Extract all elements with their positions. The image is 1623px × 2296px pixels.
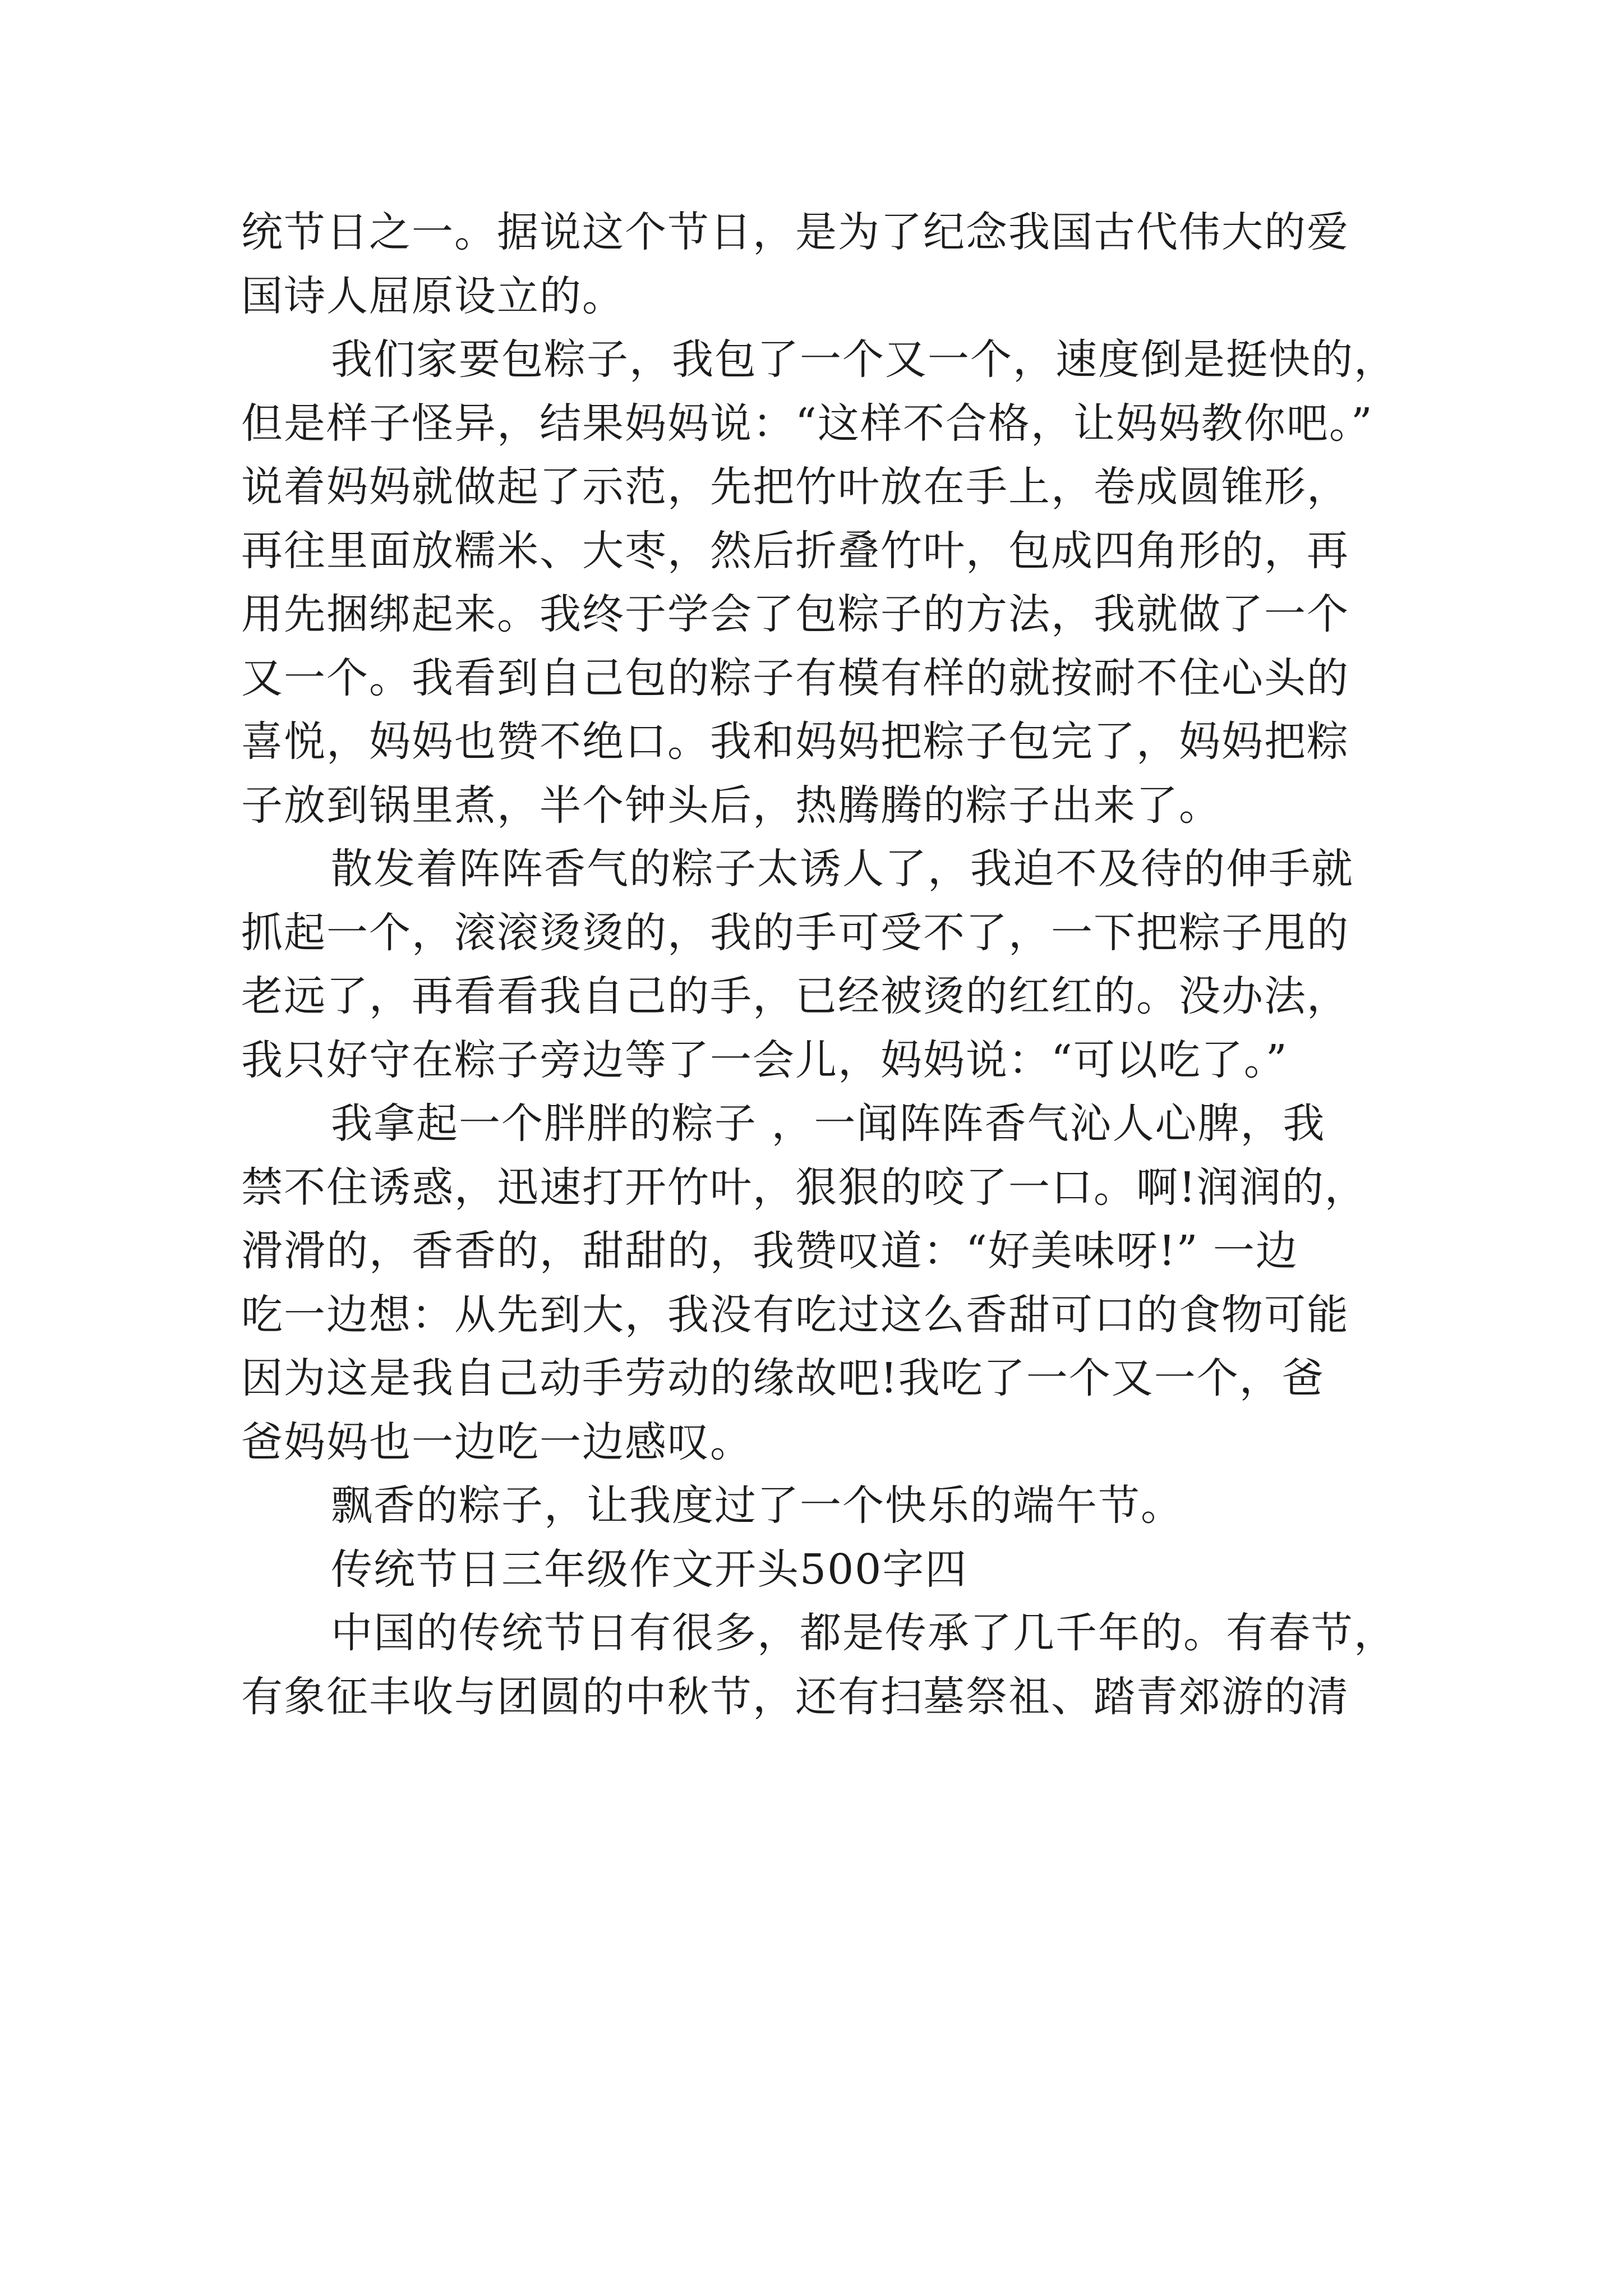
text-line: 但是样子怪异，结果妈妈说：“这样不合格，让妈妈教你吧。” [241,399,1373,448]
text-line: 滑滑的，香香的，甜甜的，我赞叹道：“好美味呀!” 一边 [241,1227,1298,1275]
text-line: 散发着阵阵香气的粽子太诱人了，我迫不及待的伸手就 [331,845,1354,893]
text-line: 统节日之一。据说这个节日，是为了纪念我国古代伟大的爱 [241,208,1349,256]
text-line: 再往里面放糯米、大枣，然后折叠竹叶，包成四角形的，再 [241,526,1349,575]
text-line: 吃一边想：从先到大，我没有吃过这么香甜可口的食物可能 [241,1290,1349,1339]
text-line: 我拿起一个胖胖的粽子 ，一闻阵阵香气沁人心脾，我 [331,1099,1326,1148]
text-line: 有象征丰收与团圆的中秋节，还有扫墓祭祖、踏青郊游的清 [241,1672,1349,1721]
body-text [241,201,1413,1729]
text-line: 我们家要包粽子，我包了一个又一个，速度倒是挺快的， [331,335,1396,384]
text-line: 传统节日三年级作文开头500字四 [331,1545,968,1594]
text-line: 又一个。我看到自己包的粽子有模有样的就按耐不住心头的 [241,654,1349,702]
text-line: 子放到锅里煮，半个钟头后，热腾腾的粽子出来了。 [241,781,1221,830]
text-line: 抓起一个，滚滚烫烫的，我的手可受不了，一下把粽子甩的 [241,908,1349,957]
text-line: 说着妈妈就做起了示范，先把竹叶放在手上，卷成圆锥形， [241,463,1349,511]
text-line: 喜悦，妈妈也赞不绝口。我和妈妈把粽子包完了，妈妈把粽 [241,717,1349,766]
text-line: 中国的传统节日有很多，都是传承了几千年的。有春节， [331,1609,1396,1657]
text-line: 我只好守在粽子旁边等了一会儿，妈妈说：“可以吃了。” [241,1036,1288,1084]
text-line: 国诗人屈原设立的。 [241,272,625,320]
text-line: 禁不住诱惑，迅速打开竹叶，狠狠的咬了一口。啊!润润的， [241,1163,1367,1212]
text-line: 爸妈妈也一边吃一边感叹。 [241,1418,753,1466]
text-line: 因为这是我自己动手劳动的缘故吧!我吃了一个又一个，爸 [241,1354,1325,1402]
text-line: 老远了，再看看我自己的手，已经被烫的红红的。没办法， [241,972,1349,1020]
text-line: 用先捆绑起来。我终于学会了包粽子的方法，我就做了一个 [241,590,1349,638]
text-line: 飘香的粽子，让我度过了一个快乐的端午节。 [331,1481,1183,1530]
